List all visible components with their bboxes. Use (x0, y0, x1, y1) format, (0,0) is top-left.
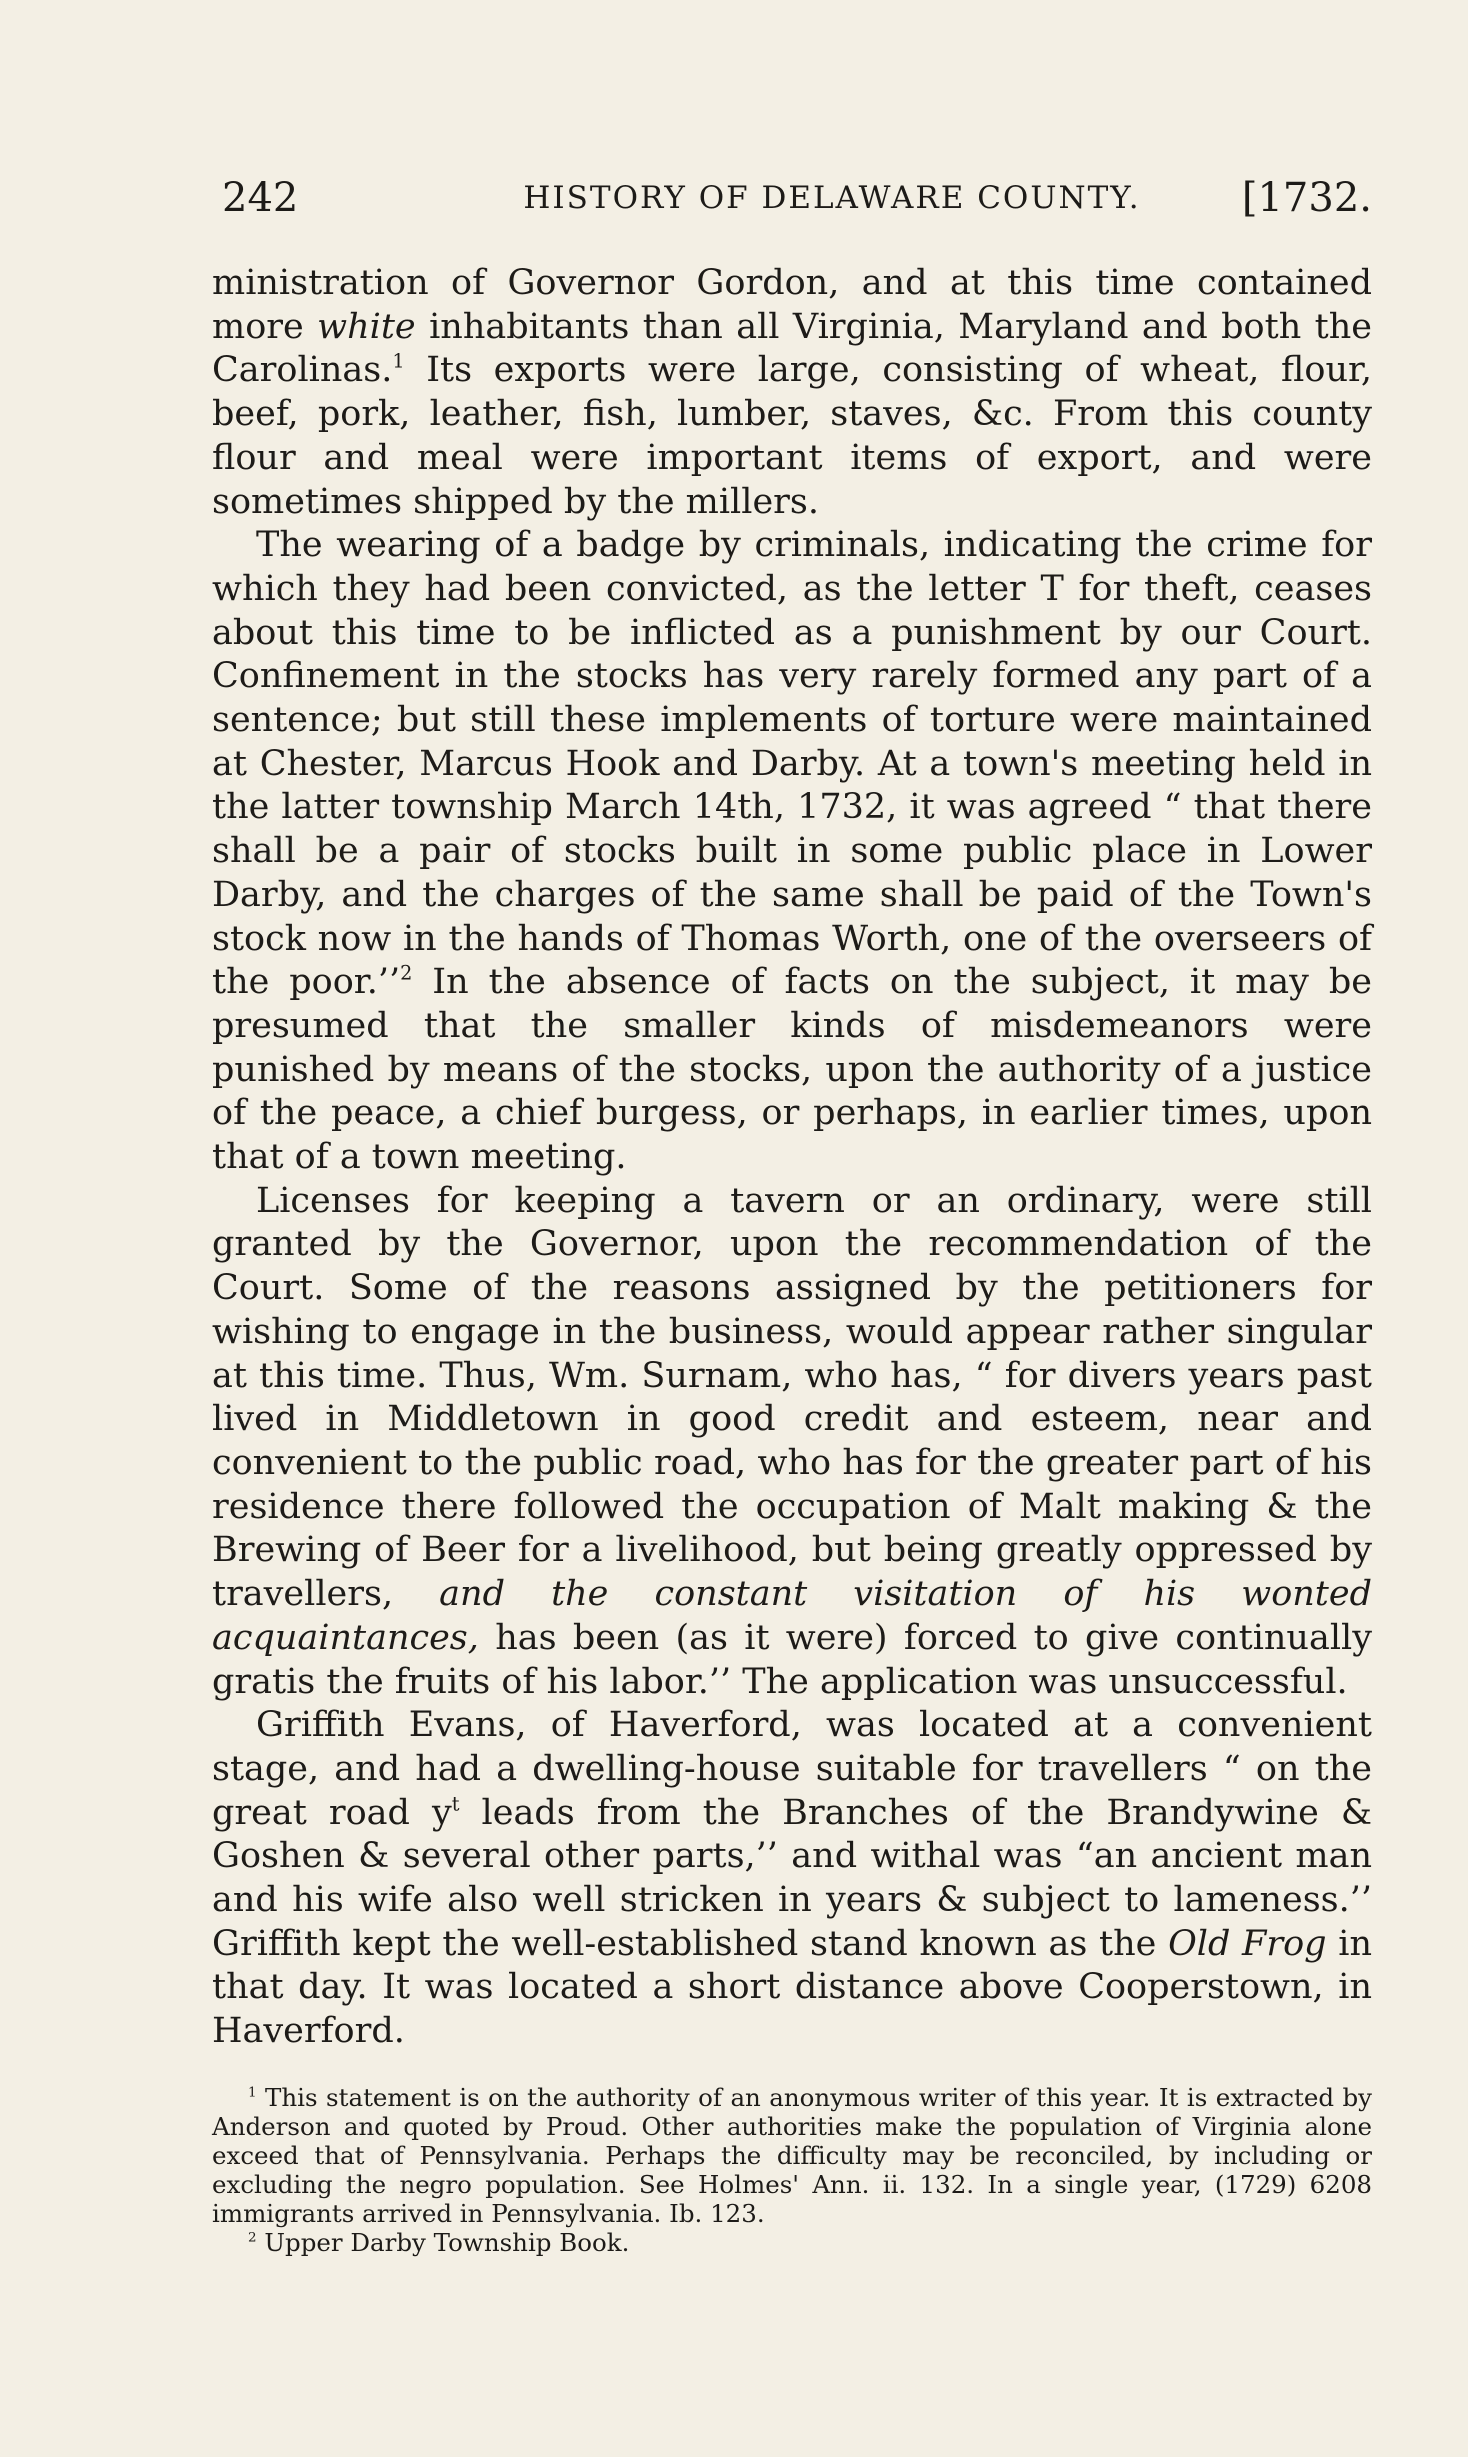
superscript-t: t (451, 1792, 460, 1816)
page-number: 242 (222, 175, 299, 221)
paragraph-3: Licenses for keeping a tavern or an ordinary, were still granted by the Governor, upon the recommendation of the Court. Some of the reasons assigned by the petitioners for wishing to engage in the business, would appear rather singular at this time. Thus, Wm. Surnam, who has, “ for divers years past lived in Middletown in good credit and esteem, near and convenient to the public road, who has for the greater part of his residence there followed the occupation of Malt making & the Brewing of Beer for a livelihood, but being greatly oppressed by travellers, and the constant visitation of his wonted acquaintances, has been (as it were) forced to give continually gratis the fruits of his labor.’’ The application was unsuccessful. (212, 1180, 1372, 1702)
paragraph-1: ministration of Governor Gordon, and at this time contained more white inhabitants than all Virginia, Maryland and both the Carolinas.$^1$ Its exports were large, consisting of wheat, flour, beef, pork, leather, fish, lumber, staves, &c. From this county flour and meal were important items of export, and were sometimes shipped by the millers. (212, 263, 1372, 522)
footnote-mark: 2 (248, 2229, 257, 2246)
emphasis: Old Frog (1168, 1923, 1327, 1964)
emphasis: white (317, 306, 416, 347)
footnote-mark: 1 (248, 2084, 257, 2101)
footnote-ref-1: 1 (392, 349, 405, 373)
emphasis: and the constant visitation of his wonted acquaintances, (212, 1574, 1372, 1658)
paragraph-4: Griffith Evans, of Haverford, was located at a convenient stage, and had a dwelling-house suitable for travellers “ on the great road $y^t$ leads from the Branches of the Brandywine & Goshen & several other parts,’’ and withal was “an ancient man and his wife also well stricken in years & subject to lameness.’’ Griffith kept the well-established stand known as the Old Frog in that day. It was located a short distance above Cooperstown, in Haverford. (212, 1705, 1372, 2052)
header-year: [1732. (1241, 175, 1372, 221)
footnote-ref-2: 2 (400, 961, 413, 985)
footnote-1: $^1$ This statement is on the authority of an anonymous writer of this year. It is extracted by Anderson and quoted by Proud. Other authorities make the population of Virginia alone exceed that of Pennsylvania. Perhaps the difficulty may be reconciled, by including or excluding the negro population. See Holmes' Ann. ii. 132. In a single year, (1729) 6208 immigrants arrived in Pennsylvania. Ib. 123. (212, 2083, 1372, 2228)
running-header (222, 168, 1372, 228)
body-text (212, 262, 1372, 2054)
paragraph-2: The wearing of a badge by criminals, indicating the crime for which they had been convicted, as the letter T for theft, ceases about this time to be inflicted as a punishment by our Court. Confinement in the stocks has very rarely formed any part of a sentence; but still these implements of torture were maintained at Chester, Marcus Hook and Darby. At a town's meeting held in the latter township March 14th, 1732, it was agreed “ that there shall be a pair of stocks built in some public place in Lower Darby, and the charges of the same shall be paid of the Town's stock now in the hands of Thomas Worth, one of the overseers of the poor.’’$^2$ In the absence of facts on the subject, it may be presumed that the smaller kinds of misdemeanors were punished by means of the stocks, upon the authority of a justice of the peace, a chief burgess, or perhaps, in earlier times, upon that of a town meeting. (212, 525, 1372, 1178)
running-title: HISTORY OF DELAWARE COUNTY. (523, 180, 1141, 216)
footnotes (212, 2083, 1372, 2257)
footnote-2: $^2$ Upper Darby Township Book. (248, 2228, 630, 2257)
